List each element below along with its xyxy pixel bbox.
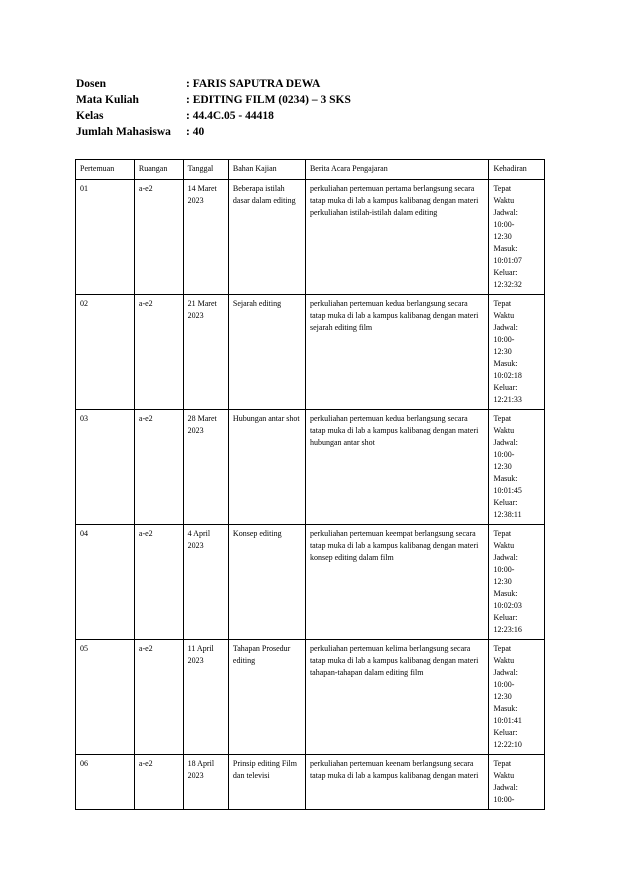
kehadiran-text: Tepat Waktu Jadwal: 10:00- 12:30 Masuk: 10:02:18 Keluar: 12:21:33	[493, 299, 522, 404]
cell-kehadiran	[489, 410, 545, 525]
kehadiran-text: Tepat Waktu Jadwal: 10:00- 12:30 Masuk: 10:01:45 Keluar: 12:38:11	[493, 414, 522, 519]
info-label: Mata Kuliah	[76, 94, 139, 106]
info-value: : 44.4C.05 - 44418	[186, 110, 274, 122]
info-row-dosen	[76, 76, 351, 92]
kehadiran-text: Tepat Waktu Jadwal: 10:00- 12:30 Masuk: 10:02:03 Keluar: 12:23:16	[493, 529, 522, 634]
kehadiran-text: Tepat Waktu Jadwal: 10:00- 12:30 Masuk: 10:01:07 Keluar: 12:32:32	[493, 184, 522, 289]
cell-tanggal: 18 April 2023	[183, 755, 228, 810]
info-value: : FARIS SAPUTRA DEWA	[186, 78, 321, 90]
table-row	[76, 755, 545, 810]
cell-berita-acara: perkuliahan pertemuan keenam berlangsung secara tatap muka di lab a kampus kalibanag dengan materi	[305, 755, 489, 810]
cell-berita-acara: perkuliahan pertemuan keempat berlangsung secara tatap muka di lab a kampus kalibanag dengan materi konsep editing dalam film	[305, 525, 489, 640]
info-label: Dosen	[76, 78, 107, 90]
info-value: : 40	[186, 126, 205, 138]
course-info	[76, 76, 351, 140]
cell-kehadiran	[489, 755, 545, 810]
table-header-row	[76, 160, 545, 180]
kehadiran-text: Tepat Waktu Jadwal: 10:00-	[493, 759, 518, 804]
cell-ruangan: a-e2	[134, 525, 183, 640]
info-row-jumlah-mahasiswa	[76, 124, 351, 140]
cell-pertemuan: 04	[76, 525, 135, 640]
attendance-table	[75, 159, 545, 810]
cell-kehadiran	[489, 640, 545, 755]
cell-berita-acara: perkuliahan pertemuan pertama berlangsung secara tatap muka di lab a kampus kalibanag dengan materi perkuliahan istilah-istilah dalam editing	[305, 180, 489, 295]
table-row	[76, 180, 545, 295]
cell-bahan-kajian: Konsep editing	[228, 525, 305, 640]
info-row-kelas	[76, 108, 351, 124]
cell-kehadiran	[489, 525, 545, 640]
cell-bahan-kajian: Beberapa istilah dasar dalam editing	[228, 180, 305, 295]
cell-ruangan: a-e2	[134, 640, 183, 755]
table-row	[76, 410, 545, 525]
header-bahan-kajian: Bahan Kajian	[228, 160, 305, 180]
table-row	[76, 295, 545, 410]
table-row	[76, 525, 545, 640]
header-pertemuan: Pertemuan	[76, 160, 135, 180]
cell-pertemuan: 01	[76, 180, 135, 295]
cell-tanggal: 14 Maret 2023	[183, 180, 228, 295]
info-value: : EDITING FILM (0234) – 3 SKS	[186, 94, 351, 106]
cell-pertemuan: 02	[76, 295, 135, 410]
header-berita-acara: Berita Acara Pengajaran	[305, 160, 489, 180]
cell-bahan-kajian: Sejarah editing	[228, 295, 305, 410]
header-tanggal: Tanggal	[183, 160, 228, 180]
cell-pertemuan: 03	[76, 410, 135, 525]
cell-pertemuan: 05	[76, 640, 135, 755]
cell-bahan-kajian: Prinsip editing Film dan televisi	[228, 755, 305, 810]
cell-tanggal: 21 Maret 2023	[183, 295, 228, 410]
header-kehadiran: Kehadiran	[489, 160, 545, 180]
cell-berita-acara: perkuliahan pertemuan kedua berlangsung secara tatap muka di lab a kampus kalibanag dengan materi sejarah editing film	[305, 295, 489, 410]
cell-berita-acara: perkuliahan pertemuan kelima berlangsung secara tatap muka di lab a kampus kalibanag dengan materi tahapan-tahapan dalam editing film	[305, 640, 489, 755]
cell-bahan-kajian: Hubungan antar shot	[228, 410, 305, 525]
cell-tanggal: 11 April 2023	[183, 640, 228, 755]
cell-ruangan: a-e2	[134, 410, 183, 525]
info-label: Jumlah Mahasiswa	[76, 126, 171, 138]
cell-tanggal: 4 April 2023	[183, 525, 228, 640]
cell-kehadiran	[489, 295, 545, 410]
cell-ruangan: a-e2	[134, 755, 183, 810]
cell-bahan-kajian: Tahapan Prosedur editing	[228, 640, 305, 755]
cell-pertemuan: 06	[76, 755, 135, 810]
cell-berita-acara: perkuliahan pertemuan kedua berlangsung secara tatap muka di lab a kampus kalibanag dengan materi hubungan antar shot	[305, 410, 489, 525]
cell-ruangan: a-e2	[134, 295, 183, 410]
cell-ruangan: a-e2	[134, 180, 183, 295]
cell-tanggal: 28 Maret 2023	[183, 410, 228, 525]
kehadiran-text: Tepat Waktu Jadwal: 10:00- 12:30 Masuk: 10:01:41 Keluar: 12:22:10	[493, 644, 522, 749]
table-row	[76, 640, 545, 755]
cell-kehadiran	[489, 180, 545, 295]
info-row-mata-kuliah	[76, 92, 351, 108]
header-ruangan: Ruangan	[134, 160, 183, 180]
info-label: Kelas	[76, 110, 104, 122]
